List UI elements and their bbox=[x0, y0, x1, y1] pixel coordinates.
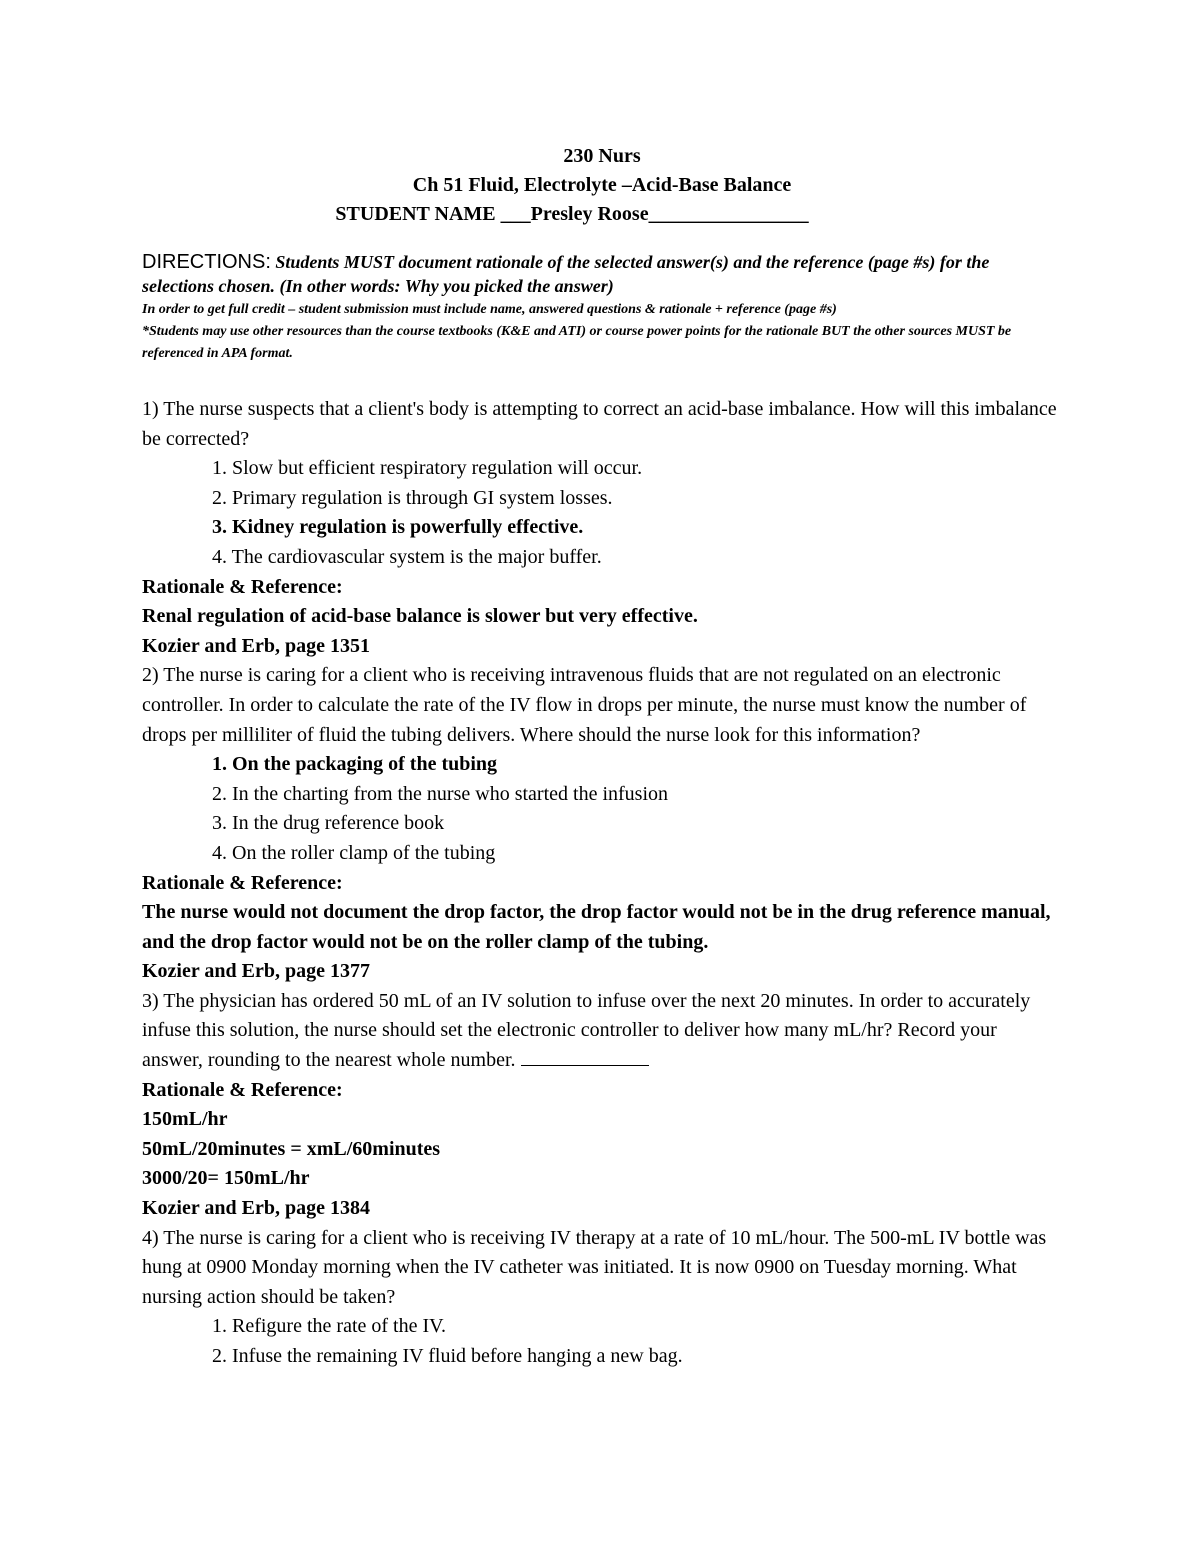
directions-resources-text: *Students may use other resources than the course textbooks (K&E and ATI) or course power points for the rationale BUT the other sources MUST be referenced in APA format. bbox=[142, 324, 1012, 361]
directions-block bbox=[142, 251, 1062, 365]
question-2-option-1-selected: 1. On the packaging of the tubing bbox=[212, 753, 498, 776]
document-page bbox=[142, 142, 1062, 1372]
question-1-text: 1) The nurse suspects that a client's body is attempting to correct an acid-base imbalance. How will this imbalance be corrected? bbox=[142, 398, 1057, 450]
question-1-option-1: 1. Slow but efficient respiratory regulation will occur. bbox=[212, 457, 643, 480]
question-1-reference: Kozier and Erb, page 1351 bbox=[142, 634, 370, 657]
question-1-option-3-selected: 3. Kidney regulation is powerfully effective. bbox=[212, 516, 584, 539]
question-2 bbox=[142, 661, 1062, 987]
question-2-text: 2) The nurse is caring for a client who is receiving intravenous fluids that are not regulated on an electronic controller. In order to calculate the rate of the IV flow in drops per minute, the nurse must know the number of drops per milliliter of fluid the tubing delivers. Where should the nurse look for this information? bbox=[142, 664, 1027, 746]
answer-blank bbox=[521, 1049, 649, 1066]
questions-body bbox=[142, 395, 1062, 1372]
directions-credit-text: In order to get full credit – student submission must include name, answered questions & rationale + reference (page #s) bbox=[142, 302, 837, 317]
question-3-reference: Kozier and Erb, page 1384 bbox=[142, 1197, 370, 1220]
question-4-text: 4) The nurse is caring for a client who is receiving IV therapy at a rate of 10 mL/hour. The 500-mL IV bottle was hung at 0900 Monday morning when the IV catheter was initiated. It is now 0900 on Tuesday morning. What nursing action should be taken? bbox=[142, 1226, 1047, 1308]
question-2-rationale-label: Rationale & Reference: bbox=[142, 871, 343, 894]
question-3-calculation-1: 50mL/20minutes = xmL/60minutes bbox=[142, 1137, 441, 1160]
question-3-calculation-2: 3000/20= 150mL/hr bbox=[142, 1167, 310, 1190]
question-1-rationale-label: Rationale & Reference: bbox=[142, 575, 343, 598]
question-4-option-1: 1. Refigure the rate of the IV. bbox=[212, 1315, 446, 1338]
question-2-reference: Kozier and Erb, page 1377 bbox=[142, 960, 370, 983]
question-2-option-3: 3. In the drug reference book bbox=[212, 812, 445, 835]
question-2-rationale: The nurse would not document the drop factor, the drop factor would not be in the drug reference manual, and the drop factor would not be on the roller clamp of the tubing. bbox=[142, 901, 1051, 953]
question-1-option-2: 2. Primary regulation is through GI system losses. bbox=[212, 486, 613, 509]
question-3-answer: 150mL/hr bbox=[142, 1108, 228, 1131]
student-name-line: STUDENT NAME ___Presley Roose________________ bbox=[335, 203, 809, 225]
question-4 bbox=[142, 1224, 1062, 1372]
question-2-option-4: 4. On the roller clamp of the tubing bbox=[212, 841, 496, 864]
directions-main-text: Students MUST document rationale of the selected answer(s) and the reference (page #s) for the selections chosen. (In other words: Why you picked the answer) bbox=[142, 252, 990, 296]
chapter-title: Ch 51 Fluid, Electrolyte –Acid-Base Balance bbox=[412, 174, 792, 196]
document-header bbox=[142, 142, 1062, 229]
question-1-option-4: 4. The cardiovascular system is the major buffer. bbox=[212, 545, 602, 568]
directions-label: DIRECTIONS: bbox=[142, 251, 271, 273]
question-1-rationale: Renal regulation of acid-base balance is slower but very effective. bbox=[142, 605, 698, 628]
question-3-text bbox=[142, 987, 1062, 1076]
question-3-rationale-label: Rationale & Reference: bbox=[142, 1078, 343, 1101]
question-3-text-content: 3) The physician has ordered 50 mL of an IV solution to infuse over the next 20 minutes. In order to accurately infuse this solution, the nurse should set the electronic controller to deliver how many mL/hr? Record your answer, rounding to the nearest whole number. bbox=[142, 989, 1031, 1072]
question-3 bbox=[142, 987, 1062, 1224]
question-4-option-2: 2. Infuse the remaining IV fluid before hanging a new bag. bbox=[212, 1345, 683, 1367]
course-title: 230 Nurs bbox=[563, 145, 641, 167]
question-1 bbox=[142, 395, 1062, 661]
question-2-option-2: 2. In the charting from the nurse who started the infusion bbox=[212, 782, 668, 805]
